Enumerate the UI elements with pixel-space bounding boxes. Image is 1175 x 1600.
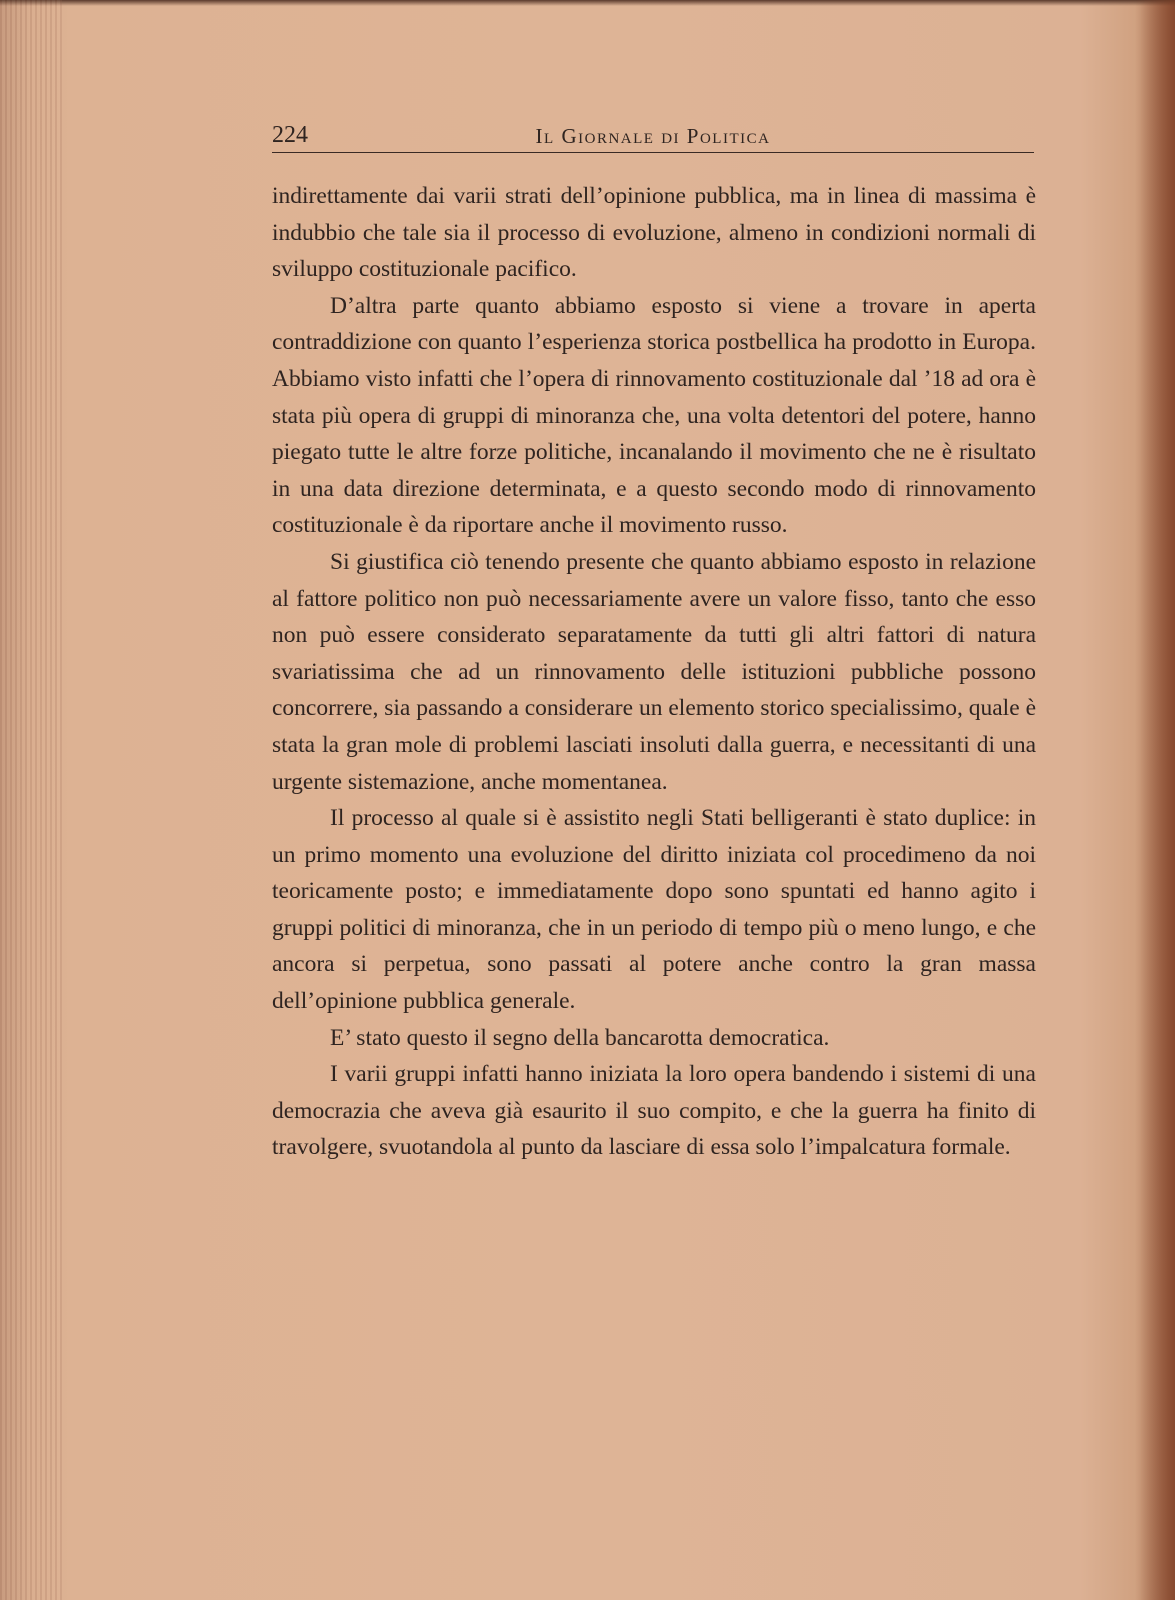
page-top-edge <box>0 0 1175 6</box>
paragraph: I varii gruppi infatti hanno iniziata la loro opera bandendo i sistemi di una democrazia che aveva già esaurito il suo compito, e che la guerra ha finito di travolgere, svuotandola al punto da lasciare di essa solo l’impalcatura formale. <box>272 1061 1036 1161</box>
body-text <box>272 178 1036 1166</box>
running-title: Il Giornale di Politica <box>535 124 771 148</box>
paragraph-continued: indirettamente dai varii strati dell’opinione pubblica, ma in linea di massima è indubbio che tale sia il processo di evoluzione, almeno in condizioni normali di sviluppo costituzionale pacifico. <box>272 183 1036 283</box>
page-binding-edge <box>0 0 62 1600</box>
paragraph: Il processo al quale si è assistito negli Stati belligeranti è stato duplice: in un primo momento una evoluzione del diritto iniziata col procedimeno da noi teoricamente posto; e immediatamente dopo sono spuntati ed hanno agito i gruppi politici di minoranza, che in un periodo di tempo più o meno lungo, e che ancora si perpetua, sono passati al potere anche contro la gran massa dell’opinione pubblica generale. <box>272 805 1036 1015</box>
page-right-edge <box>1135 0 1175 1600</box>
page-header <box>272 118 1034 153</box>
paragraph: Si giustifica ciò tenendo presente che quanto abbiamo esposto in relazione al fattore politico non può necessariamente avere un valore fisso, tanto che esso non può essere considerato separatamente da tutti gli altri fattori di natura svariatissima che ad un rinnovamento delle istituzioni pubbliche possono concorrere, sia passando a considerare un elemento storico specialissimo, quale è stata la gran mole di problemi lasciati insoluti dalla guerra, e necessitanti di una urgente sistemazione, anche momentanea. <box>272 548 1036 795</box>
paragraph: E’ stato questo il segno della bancarotta democratica. <box>330 1024 830 1051</box>
paragraph: D’altra parte quanto abbiamo esposto si viene a trovare in aperta contraddizione con quanto l’esperienza storica postbellica ha prodotto in Europa. Abbiamo visto infatti che l’opera di rinnovamento costituzionale dal ’18 ad ora è stata più opera di gruppi di minoranza che, una volta detentori del potere, hanno piegato tutte le altre forze politiche, incanalando il movimento che ne è risultato in una data direzione determinata, e a questo secondo modo di rinnovamento costituzionale è da riportare anche il movimento russo. <box>272 292 1036 539</box>
page-number: 224 <box>272 122 308 148</box>
